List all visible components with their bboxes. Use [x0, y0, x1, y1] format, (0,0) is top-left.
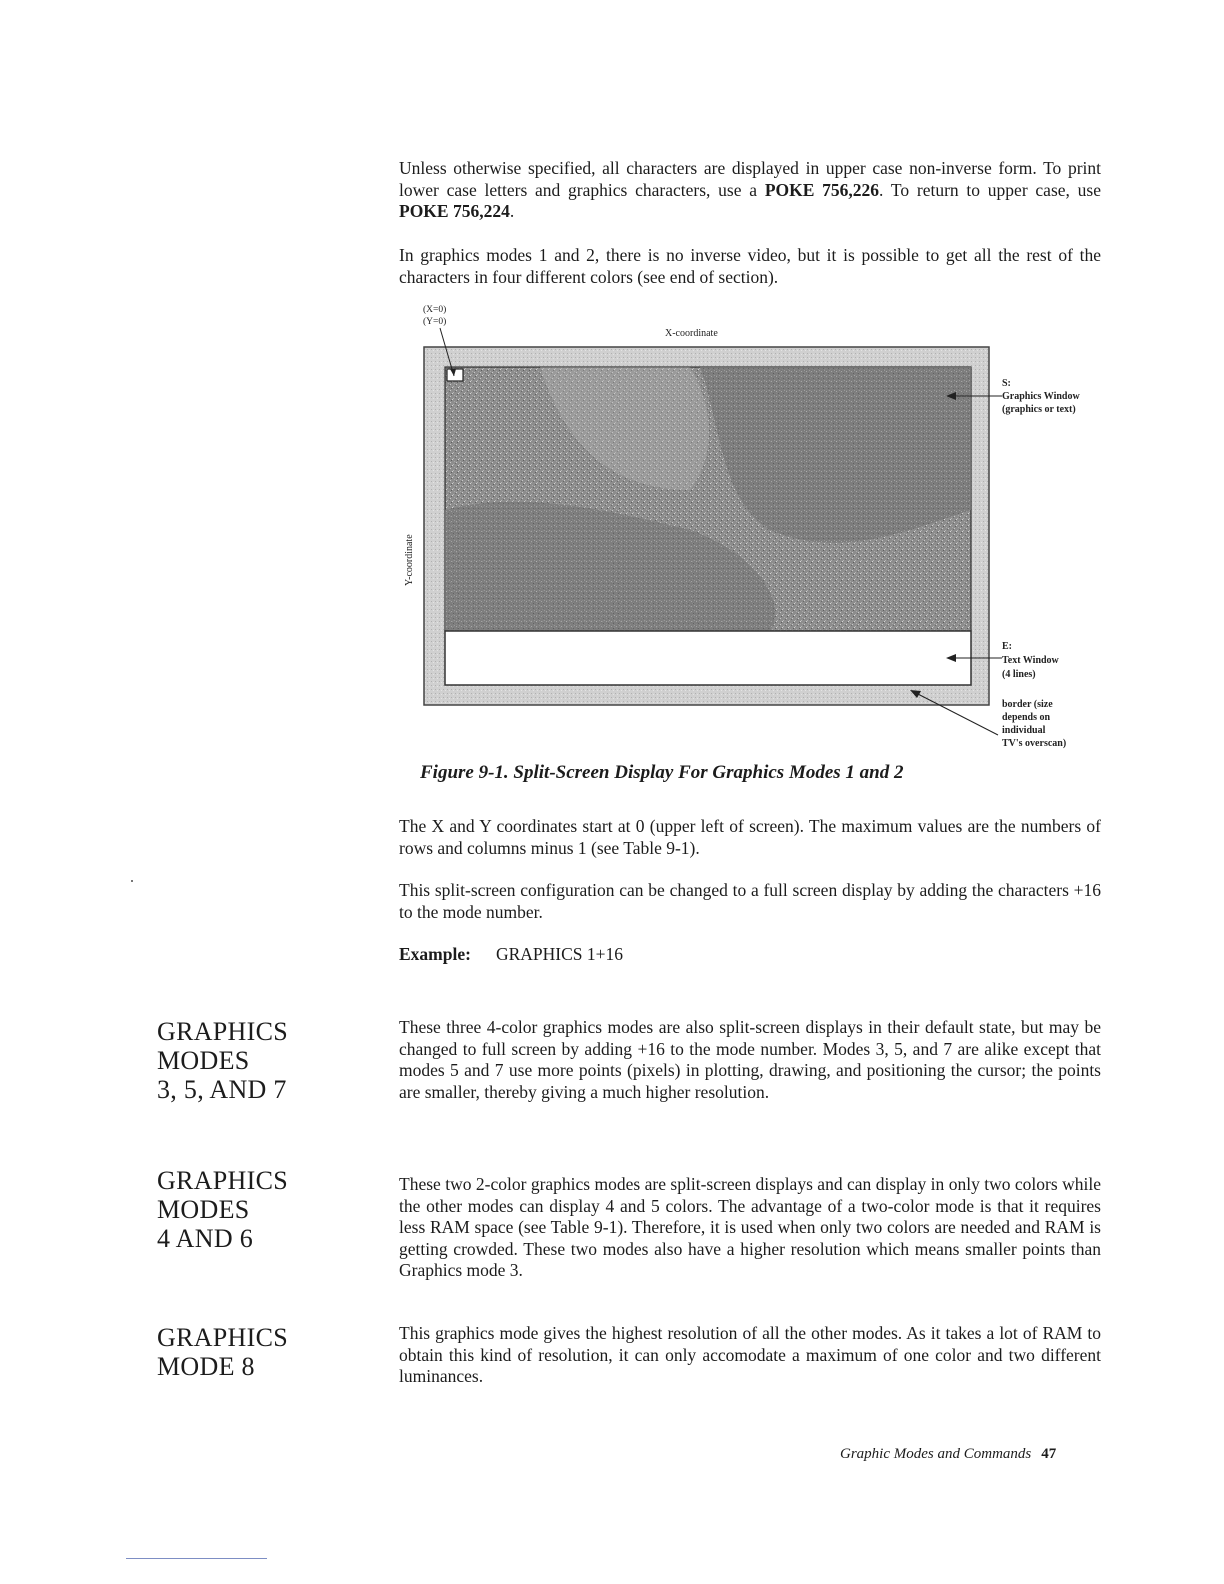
modes-3-5-7-paragraph: These three 4-color graphics modes are also split-screen displays in their default state, but may be changed to full screen by adding +16 to the mode number. Modes 3, 5, and 7 are alike except that modes 5 and 7 use more points (pixels) in plotting, drawing, and positioning the cursor; the points are smaller, thereby giving a much higher resolution. — [399, 1017, 1101, 1102]
border-label-line: individual — [1002, 725, 1046, 736]
page-number: 47 — [1041, 1446, 1057, 1462]
example-label: Example: — [399, 944, 471, 964]
text-span: . To return to upper case, use — [879, 179, 1101, 200]
heading-line: GRAPHICS — [157, 1323, 288, 1352]
border-label-line: border (size — [1002, 699, 1053, 710]
origin-x-label: (X=0) — [423, 305, 447, 315]
heading-line: GRAPHICS — [157, 1017, 288, 1046]
text-span: Unless otherwise specified, all characters are displayed in upper case non-inverse form. To print lower case letters and graphics characters, use a — [399, 158, 1101, 200]
modes-4-6-paragraph: These two 2-color graphics modes are split-screen displays and can display in only two colors while the other modes can display 4 and 5 colors. The advantage of a two-color mode is that it requires less RAM space (see Table 9-1). Therefore, it is used when only two colors are needed and RAM is getting crowded. These two modes also have a higher resolution which means smaller points than Graphics mode 3. — [399, 1174, 1101, 1280]
intro-paragraph — [399, 158, 1101, 223]
split-screen-figure — [390, 300, 1120, 760]
text-window-note: (4 lines) — [1002, 669, 1036, 680]
border-label-line: depends on — [1002, 712, 1051, 723]
heading-modes-4-6 — [157, 1166, 288, 1253]
heading-modes-3-5-7 — [157, 1017, 288, 1104]
x-axis-label: X-coordinate — [665, 328, 718, 339]
bottom-rule — [126, 1558, 267, 1559]
origin-y-label: (Y=0) — [423, 317, 447, 327]
figure-caption: Figure 9-1. Split-Screen Display For Graphics Modes 1 and 2 — [420, 762, 904, 783]
page-footer — [840, 1446, 1056, 1463]
y-axis-label: Y-coordinate — [404, 534, 415, 586]
example-line — [399, 944, 999, 966]
heading-mode-8 — [157, 1323, 288, 1381]
graphics-window-code: S: — [1002, 378, 1011, 389]
graphics-window-label: Graphics Window — [1002, 391, 1080, 402]
text-window-label: Text Window — [1002, 655, 1059, 666]
heading-line: 4 AND 6 — [157, 1224, 253, 1253]
full-screen-paragraph: This split-screen configuration can be changed to a full screen display by adding the characters +16 to the mode number. — [399, 880, 1101, 922]
heading-line: MODES — [157, 1046, 250, 1075]
text-window — [445, 631, 971, 685]
poke-command-uppercase: POKE 756,224 — [399, 201, 510, 221]
heading-line: MODES — [157, 1195, 250, 1224]
footer-title: Graphic Modes and Commands — [840, 1446, 1032, 1462]
modes-1-2-paragraph: In graphics modes 1 and 2, there is no inverse video, but it is possible to get all the rest of the characters in four different colors (see end of section). — [399, 245, 1101, 287]
heading-line: MODE 8 — [157, 1352, 255, 1381]
example-value: GRAPHICS 1+16 — [495, 944, 623, 964]
text-span: . — [509, 201, 515, 221]
coordinates-paragraph: The X and Y coordinates start at 0 (upper left of screen). The maximum values are the numbers of rows and columns minus 1 (see Table 9-1). — [399, 816, 1101, 858]
text-window-code: E: — [1002, 641, 1012, 652]
poke-command-lowercase: POKE 756,226 — [764, 179, 880, 200]
split-screen-diagram — [390, 300, 1120, 760]
border-label-line: TV's overscan) — [1002, 738, 1067, 749]
heading-line: GRAPHICS — [157, 1166, 288, 1195]
mode-8-paragraph: This graphics mode gives the highest resolution of all the other modes. As it takes a lot of RAM to obtain this kind of resolution, it can only accomodate a maximum of one color and two different luminances. — [399, 1323, 1101, 1386]
graphics-window-note: (graphics or text) — [1002, 404, 1076, 415]
stray-mark — [131, 880, 133, 882]
heading-line: 3, 5, AND 7 — [157, 1075, 287, 1104]
